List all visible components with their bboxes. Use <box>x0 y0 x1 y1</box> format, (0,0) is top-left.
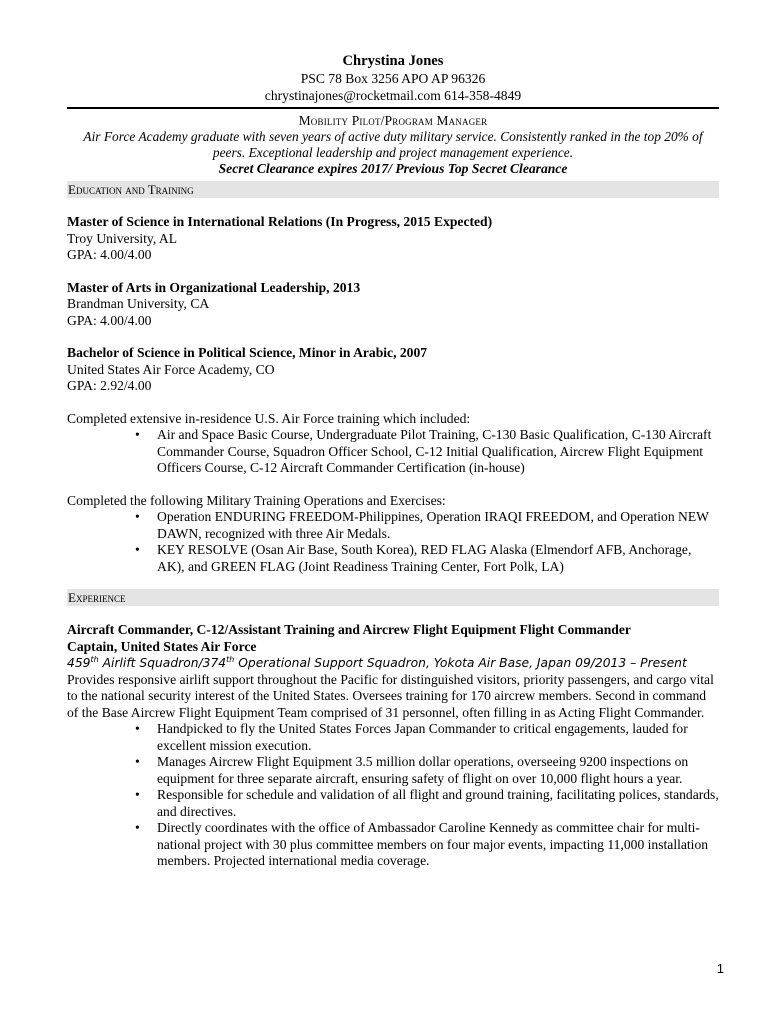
degree-entry <box>67 280 719 330</box>
list-item: • Responsible for schedule and validation of all flight and ground training, facilitating polices, standards, and directives. <box>67 787 719 820</box>
degree-entry <box>67 345 719 395</box>
list-item: • Directly coordinates with the office of Ambassador Caroline Kennedy as committee chair for multi-national project with 30 plus committee members on four major events, impacting 11,000 installation members. Projected international media coverage. <box>67 820 719 870</box>
job-accomplishments <box>67 721 719 870</box>
degree-title: Master of Arts in Organizational Leadership, 2013 <box>67 279 361 295</box>
job-title: Aircraft Commander, C-12/Assistant Training and Aircrew Flight Equipment Flight Commander <box>67 622 631 637</box>
security-clearance: Secret Clearance expires 2017/ Previous Top Secret Clearance <box>218 161 568 176</box>
list-item: • Handpicked to fly the United States Forces Japan Commander to critical engagements, lauded for excellent mission execution. <box>67 721 719 754</box>
resume-page <box>67 52 719 870</box>
operations-intro: Completed the following Military Training Operations and Exercises: <box>67 492 446 508</box>
degree-title: Master of Science in International Relations (In Progress, 2015 Expected) <box>67 214 493 229</box>
candidate-name: Chrystina Jones <box>342 53 444 69</box>
training-intro: Completed extensive in-residence U.S. Air Force training which included: <box>67 410 471 426</box>
degree-gpa: GPA: 4.00/4.00 <box>67 312 152 328</box>
page-number: 1 <box>716 961 724 976</box>
mailing-address: PSC 78 Box 3256 APO AP 96326 <box>300 71 486 86</box>
resume-header <box>67 52 719 104</box>
job-rank: Captain, United States Air Force <box>67 638 257 654</box>
degree-school: Troy University, AL <box>67 230 178 246</box>
header-divider <box>67 107 719 109</box>
section-heading-education: Education and Training <box>67 181 719 198</box>
list-item: • Air and Space Basic Course, Undergraduate Pilot Training, C-130 Basic Qualification, C-130 Aircraft Commander Course, Squadron Officer School, C-12 Initial Qualification, Aircrew Flight Equipment Officers Course, C-12 Aircraft Commander Certification (in-house) <box>67 427 719 477</box>
contact-info: chrystinajones@rocketmail.com 614-358-4849 <box>264 88 522 103</box>
list-item: • Manages Aircrew Flight Equipment 3.5 million dollar operations, overseeing 9200 inspections on equipment for three separate aircraft, ensuring safety of flight on over 10,000 flight hours a year. <box>67 754 719 787</box>
operations-list <box>67 509 719 575</box>
list-item: • KEY RESOLVE (Osan Air Base, South Korea), RED FLAG Alaska (Elmendorf AFB, Anchorage, AK), and GREEN FLAG (Joint Readiness Training Center, Fort Polk, LA) <box>67 542 719 575</box>
degree-school: United States Air Force Academy, CO <box>67 361 275 377</box>
professional-summary: Air Force Academy graduate with seven years of active duty military service. Consistently ranked in the top 20% of peers. Exceptional leadership and project management experience. <box>83 129 703 160</box>
job-unit-dates: 459th Airlift Squadron/374th Operational Support Squadron, Yokota Air Base, Japan 09/2013 – Present <box>67 654 687 670</box>
degree-title: Bachelor of Science in Political Science, Minor in Arabic, 2007 <box>67 345 428 360</box>
degree-gpa: GPA: 2.92/4.00 <box>67 378 152 393</box>
section-heading-experience: Experience <box>67 589 719 606</box>
degree-entry <box>67 214 719 264</box>
degree-school: Brandman University, CA <box>67 296 210 311</box>
job-target-title: Mobility Pilot/Program Manager <box>298 113 488 128</box>
job-description: Provides responsive airlift support throughout the Pacific for distinguished visitors, priority passengers, and cargo vital to the national security interest of the United States. Oversees training for 170 aircrew members. Second in command of the Base Aircrew Flight Equipment Team comprised of 31 personnel, often filling in as Acting Flight Commander. <box>67 671 714 720</box>
list-item: • Operation ENDURING FREEDOM-Philippines, Operation IRAQI FREEDOM, and Operation NEW DAWN, recognized with three Air Medals. <box>67 509 719 542</box>
degree-gpa: GPA: 4.00/4.00 <box>67 247 152 262</box>
training-list <box>67 427 719 477</box>
